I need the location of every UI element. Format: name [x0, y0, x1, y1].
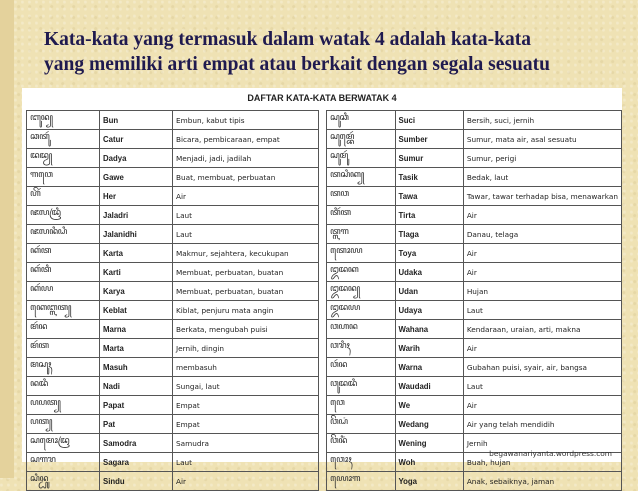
javanese-script-cell: ꦥꦠ꧀: [27, 415, 100, 434]
meaning-cell: Jernih: [463, 434, 621, 453]
table-row: [27, 111, 319, 130]
table-row: [327, 339, 622, 358]
table-row: [327, 111, 622, 130]
table-row: [327, 187, 622, 206]
word-cell: Woh: [395, 453, 463, 472]
javanese-script-cell: ꦏꦂꦠ: [27, 244, 100, 263]
meaning-cell: Jernih, dingin: [173, 339, 319, 358]
javanese-script-cell: ꦏꦺꦧ꧀ꦭꦠ꧀: [27, 301, 100, 320]
javanese-script-cell: ꦮꦫꦶꦃ: [327, 339, 396, 358]
word-cell: Wedang: [395, 415, 463, 434]
slide-title-line-2: yang memiliki arti empat atau berkait dengan segala sesuatu: [44, 53, 550, 75]
word-list-table: [22, 88, 622, 486]
javanese-script-cell: ꦕꦠꦸꦂ: [27, 130, 100, 149]
table-right-half: [326, 110, 622, 491]
meaning-cell: Buah, hujan: [463, 453, 621, 472]
table-row: [27, 434, 319, 453]
word-cell: Jalanidhi: [100, 225, 173, 244]
word-cell: Sindu: [100, 472, 173, 491]
table-row: [327, 149, 622, 168]
table-row: [27, 187, 319, 206]
javanese-script-cell: ꦮꦼꦤꦶꦁ: [327, 434, 396, 453]
source-credit: begawanariyanta.wordpress.com: [489, 449, 612, 458]
table-row: [27, 282, 319, 301]
javanese-script-cell: ꦱꦸꦩꦸꦂ: [327, 149, 396, 168]
javanese-script-cell: ꦗꦭꦤꦶꦝꦶ: [27, 225, 100, 244]
meaning-cell: Gubahan puisi, syair, air, bangsa: [463, 358, 621, 377]
meaning-cell: Air: [173, 472, 319, 491]
table-row: [327, 263, 622, 282]
meaning-cell: Sumur, mata air, asal sesuatu: [463, 130, 621, 149]
word-cell: Udaya: [395, 301, 463, 320]
javanese-script-cell: ꦮꦺ: [327, 396, 396, 415]
meaning-cell: Laut: [173, 225, 319, 244]
table-row: [327, 225, 622, 244]
word-cell: Gawe: [100, 168, 173, 187]
table-row: [27, 415, 319, 434]
meaning-cell: Air: [463, 339, 621, 358]
table-row: [327, 358, 622, 377]
word-cell: Udaka: [395, 263, 463, 282]
word-cell: Wahana: [395, 320, 463, 339]
word-cell: Samodra: [100, 434, 173, 453]
word-cell: Suci: [395, 111, 463, 130]
word-cell: Nadi: [100, 377, 173, 396]
meaning-cell: Laut: [173, 453, 319, 472]
meaning-cell: Empat: [173, 415, 319, 434]
meaning-cell: Bicara, pembicaraan, empat: [173, 130, 319, 149]
word-cell: Toya: [395, 244, 463, 263]
table-row: [327, 320, 622, 339]
slide-title-line-1: Kata-kata yang termasuk dalam watak 4 adalah kata-kata: [44, 29, 531, 50]
table-row: [327, 130, 622, 149]
slide-left-band: [0, 0, 14, 478]
word-cell: Wening: [395, 434, 463, 453]
javanese-script-cell: ꦏꦂꦠꦶ: [27, 263, 100, 282]
meaning-cell: Samudra: [173, 434, 319, 453]
table-row: [27, 453, 319, 472]
meaning-cell: Empat: [173, 396, 319, 415]
word-cell: Waudadi: [395, 377, 463, 396]
table-row: [327, 396, 622, 415]
javanese-script-cell: ꦩꦱꦸꦃ: [27, 358, 100, 377]
word-cell: Keblat: [100, 301, 173, 320]
meaning-cell: Hujan: [463, 282, 621, 301]
javanese-script-cell: ꦈꦢꦤ꧀: [327, 282, 396, 301]
table-row: [27, 225, 319, 244]
javanese-script-cell: ꦠꦶꦂꦠ: [327, 206, 396, 225]
word-cell: Bun: [100, 111, 173, 130]
javanese-script-cell: ꦮꦂꦤ: [327, 358, 396, 377]
javanese-script-cell: ꦩꦂꦤ: [27, 320, 100, 339]
word-cell: Jaladri: [100, 206, 173, 225]
javanese-script-cell: ꦠꦮ: [327, 187, 396, 206]
meaning-cell: Bersih, suci, jernih: [463, 111, 621, 130]
meaning-cell: membasuh: [173, 358, 319, 377]
meaning-cell: Air: [463, 206, 621, 225]
meaning-cell: Membuat, perbuatan, buatan: [173, 282, 319, 301]
meaning-cell: Air: [463, 244, 621, 263]
table-row: [327, 472, 622, 491]
javanese-script-cell: ꦈꦢꦏ: [327, 263, 396, 282]
javanese-script-cell: ꦤꦢꦶ: [27, 377, 100, 396]
table-row: [27, 339, 319, 358]
table-row: [327, 282, 622, 301]
table-row: [27, 301, 319, 320]
javanese-script-cell: ꦏꦂꦪ: [27, 282, 100, 301]
word-cell: Sumur: [395, 149, 463, 168]
meaning-cell: Sungai, laut: [173, 377, 319, 396]
word-cell: Marna: [100, 320, 173, 339]
table-row: [27, 377, 319, 396]
table-row: [27, 396, 319, 415]
word-cell: We: [395, 396, 463, 415]
word-cell: Warih: [395, 339, 463, 358]
word-cell: Her: [100, 187, 173, 206]
meaning-cell: Tawar, tawar terhadap bisa, menawarkan: [463, 187, 621, 206]
meaning-cell: Menjadi, jadi, jadilah: [173, 149, 319, 168]
table-row: [327, 206, 622, 225]
meaning-cell: Laut: [463, 301, 621, 320]
javanese-script-cell: ꦧꦸꦤ꧀: [27, 111, 100, 130]
javanese-script-cell: ꦮꦲꦤ: [327, 320, 396, 339]
javanese-script-cell: ꦗꦭꦢꦿꦶ: [27, 206, 100, 225]
word-cell: Marta: [100, 339, 173, 358]
javanese-script-cell: ꦥꦥꦠ꧀: [27, 396, 100, 415]
meaning-cell: Berkata, mengubah puisi: [173, 320, 319, 339]
javanese-script-cell: ꦮꦸꦢꦢꦶ: [327, 377, 396, 396]
word-cell: Karta: [100, 244, 173, 263]
javanese-script-cell: ꦲꦼꦂ: [27, 187, 100, 206]
meaning-cell: Laut: [463, 377, 621, 396]
meaning-cell: Buat, membuat, perbuatan: [173, 168, 319, 187]
word-cell: Yoga: [395, 472, 463, 491]
word-cell: Catur: [100, 130, 173, 149]
word-cell: Tlaga: [395, 225, 463, 244]
meaning-cell: Sumur, perigi: [463, 149, 621, 168]
javanese-script-cell: ꦠ꧀ꦭꦒ: [327, 225, 396, 244]
word-cell: Masuh: [100, 358, 173, 377]
javanese-script-cell: ꦪꦺꦴꦒ: [327, 472, 396, 491]
table-row: [327, 168, 622, 187]
javanese-script-cell: ꦱꦒꦫ: [27, 453, 100, 472]
table-left-half: [26, 110, 319, 491]
word-cell: Pat: [100, 415, 173, 434]
word-cell: Sumber: [395, 130, 463, 149]
javanese-script-cell: ꦠꦺꦴꦪ: [327, 244, 396, 263]
meaning-cell: Embun, kabut tipis: [173, 111, 319, 130]
table-row: [327, 301, 622, 320]
word-cell: Tawa: [395, 187, 463, 206]
meaning-cell: Air yang telah mendidih: [463, 415, 621, 434]
table-row: [327, 377, 622, 396]
slide-title: [44, 28, 634, 77]
word-cell: Warna: [395, 358, 463, 377]
meaning-cell: Danau, telaga: [463, 225, 621, 244]
word-cell: Tirta: [395, 206, 463, 225]
table-row: [27, 263, 319, 282]
javanese-script-cell: ꦩꦂꦠ: [27, 339, 100, 358]
word-cell: Sagara: [100, 453, 173, 472]
javanese-script-cell: ꦮꦼꦝꦁ: [327, 415, 396, 434]
meaning-cell: Bedak, laut: [463, 168, 621, 187]
word-cell: Tasik: [395, 168, 463, 187]
table-heading: DAFTAR KATA-KATA BERWATAK 4: [247, 93, 397, 103]
javanese-script-cell: ꦒꦮꦺ: [27, 168, 100, 187]
meaning-cell: Air: [463, 396, 621, 415]
meaning-cell: Kiblat, penjuru mata angin: [173, 301, 319, 320]
meaning-cell: Laut: [173, 206, 319, 225]
javanese-script-cell: ꦢꦢꦾ: [27, 149, 100, 168]
word-cell: Udan: [395, 282, 463, 301]
table-row: [27, 130, 319, 149]
table-row: [27, 244, 319, 263]
word-cell: Karya: [100, 282, 173, 301]
table-row: [27, 472, 319, 491]
table-row: [327, 415, 622, 434]
meaning-cell: Kendaraan, uraian, arti, makna: [463, 320, 621, 339]
javanese-script-cell: ꦠꦱꦶꦏ꧀: [327, 168, 396, 187]
table-row: [27, 206, 319, 225]
javanese-script-cell: ꦱꦩꦺꦴꦢꦿ: [27, 434, 100, 453]
word-cell: Dadya: [100, 149, 173, 168]
meaning-cell: Membuat, perbuatan, buatan: [173, 263, 319, 282]
javanese-script-cell: ꦱꦶꦤ꧀ꦝꦸ: [27, 472, 100, 491]
javanese-script-cell: ꦈꦢꦪ: [327, 301, 396, 320]
meaning-cell: Anak, sebaiknya, jaman: [463, 472, 621, 491]
javanese-script-cell: ꦮꦺꦴꦃ: [327, 453, 396, 472]
javanese-script-cell: ꦱꦸꦕꦶ: [327, 111, 396, 130]
meaning-cell: Makmur, sejahtera, kecukupan: [173, 244, 319, 263]
javanese-script-cell: ꦱꦸꦩ꧀ꦧꦺꦂ: [327, 130, 396, 149]
table-row: [27, 168, 319, 187]
table-row: [327, 244, 622, 263]
word-cell: Karti: [100, 263, 173, 282]
meaning-cell: Air: [173, 187, 319, 206]
meaning-cell: Air: [463, 263, 621, 282]
table-row: [27, 358, 319, 377]
table-row: [27, 149, 319, 168]
table-row: [27, 320, 319, 339]
word-cell: Papat: [100, 396, 173, 415]
